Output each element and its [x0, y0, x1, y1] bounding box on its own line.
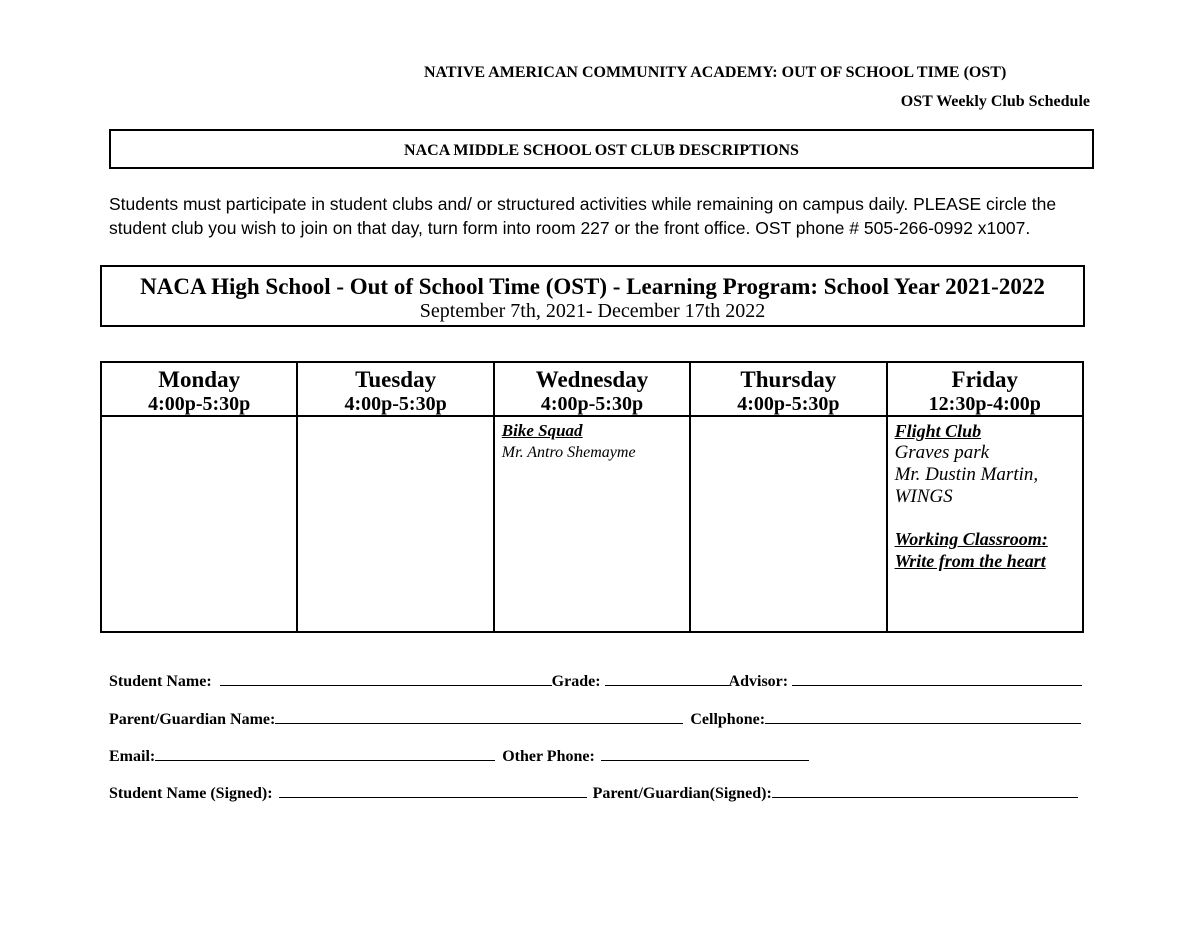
schedule-subtitle: OST Weekly Club Schedule: [900, 93, 1090, 110]
student-signature-label: Student Name (Signed):: [109, 785, 273, 802]
email-field[interactable]: [155, 746, 495, 761]
club-name-line: Working Classroom:: [894, 529, 1048, 549]
club-leader: Mr. Dustin Martin,: [894, 464, 1039, 485]
grade-field[interactable]: [605, 671, 729, 686]
program-title: NACA High School - Out of School Time (OST) - Learning Program: School Year 2021-2022: [140, 274, 1045, 299]
form-row-email: [109, 746, 809, 766]
advisor-field[interactable]: [792, 671, 1082, 686]
flight-club[interactable]: Flight Club: [894, 421, 982, 441]
spacer: [895, 508, 1075, 528]
tuesday-header: [297, 362, 493, 416]
form-row-signatures: [109, 783, 1078, 803]
other-phone-label: Other Phone:: [502, 748, 595, 765]
monday-header: [101, 362, 297, 416]
friday-header: [887, 362, 1083, 416]
parent-signature-field[interactable]: [772, 783, 1078, 798]
club-organization: WINGS: [894, 486, 953, 507]
parent-signature-label: Parent/Guardian(Signed):: [592, 785, 772, 802]
program-banner: [100, 265, 1085, 327]
email-label: Email:: [109, 748, 156, 765]
bike-squad-club[interactable]: Bike Squad: [501, 421, 583, 440]
student-name-field[interactable]: [220, 671, 552, 686]
parent-name-label: Parent/Guardian Name:: [109, 711, 276, 728]
club-name-line: Write from the heart: [894, 551, 1046, 571]
cellphone-field[interactable]: [765, 709, 1081, 724]
parent-name-field[interactable]: [275, 709, 683, 724]
club-leader: Mr. Antro Shemayme: [501, 444, 636, 461]
time-label: 4:00p-5:30p: [737, 393, 840, 415]
day-label: Tuesday: [355, 367, 437, 392]
time-label: 4:00p-5:30p: [148, 393, 251, 415]
grade-label: Grade:: [551, 673, 601, 690]
time-label: 4:00p-5:30p: [540, 393, 644, 415]
school-title: NATIVE AMERICAN COMMUNITY ACADEMY: OUT OF SCHOOL TIME (OST): [424, 64, 1007, 81]
wednesday-header: [494, 362, 690, 416]
instructions-text: Students must participate in student clubs and/ or structured activities while remaining on campus daily. PLEASE circle the student club you wish to join on that day, turn form into room 227 or the front office. OST phone # 505-266-0992 x1007.: [109, 194, 1057, 238]
monday-cell: [101, 416, 297, 632]
day-label: Thursday: [740, 367, 837, 392]
advisor-label: Advisor:: [728, 673, 789, 690]
thursday-cell: [690, 416, 886, 632]
friday-cell: [887, 416, 1083, 632]
other-phone-field[interactable]: [601, 746, 809, 761]
day-label: Wednesday: [535, 367, 649, 392]
club-descriptions-heading: NACA MIDDLE SCHOOL OST CLUB DESCRIPTIONS: [109, 129, 1094, 169]
time-label: 4:00p-5:30p: [344, 393, 447, 415]
program-dates: September 7th, 2021- December 17th 2022: [419, 300, 766, 322]
tuesday-cell: [297, 416, 493, 632]
student-signature-field[interactable]: [279, 783, 587, 798]
working-classroom-club[interactable]: [895, 528, 1075, 572]
day-label: Monday: [158, 367, 241, 392]
day-label: Friday: [951, 367, 1018, 392]
cellphone-label: Cellphone:: [690, 711, 766, 728]
club-location: Graves park: [894, 442, 990, 463]
weekly-schedule-table: [100, 361, 1084, 633]
form-row-student: [109, 671, 1082, 691]
form-row-parent: [109, 709, 1081, 729]
time-label: 12:30p-4:00p: [928, 393, 1041, 415]
wednesday-cell: [494, 416, 690, 632]
schedule-header-row: [101, 362, 1083, 416]
thursday-header: [690, 362, 886, 416]
student-name-label: Student Name:: [109, 673, 212, 690]
schedule-clubs-row: [101, 416, 1083, 632]
